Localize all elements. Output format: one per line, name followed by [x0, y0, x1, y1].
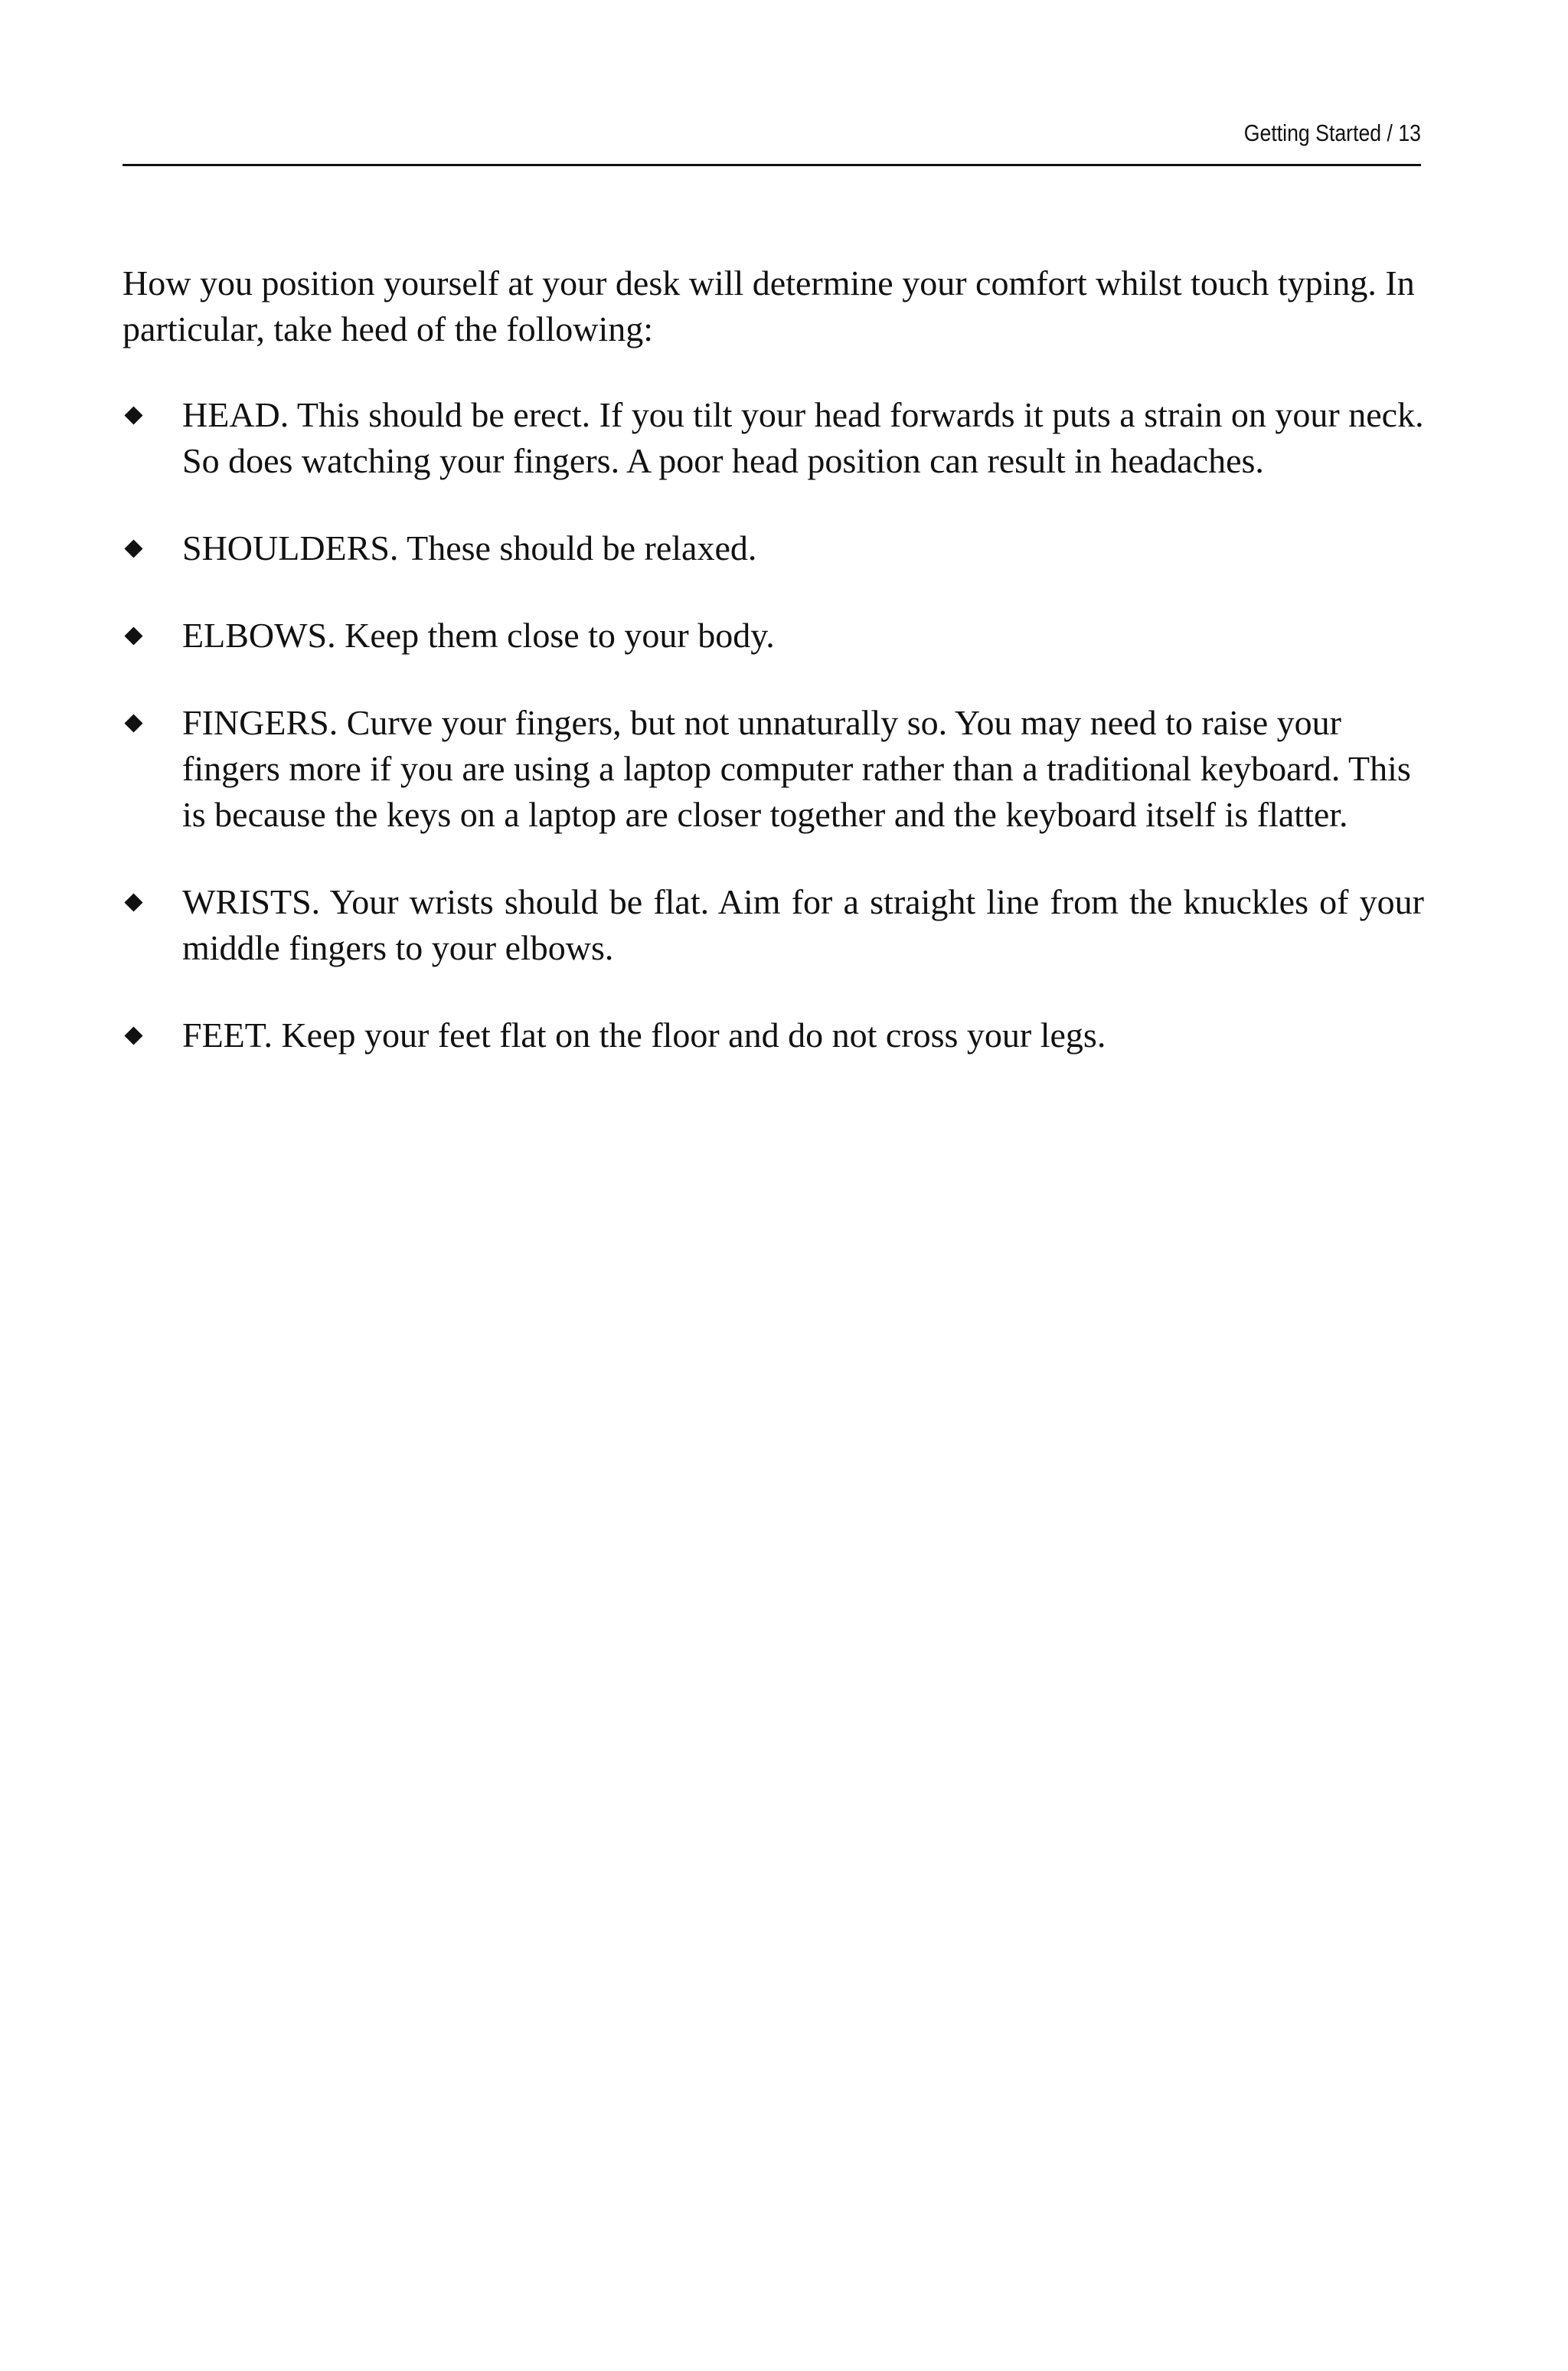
- diamond-bullet-icon: [124, 714, 142, 732]
- diamond-bullet-icon: [124, 1026, 142, 1045]
- list-item-head: [122, 392, 1424, 484]
- list-item-text: SHOULDERS. These should be relaxed.: [182, 528, 757, 567]
- list-item-text: FEET. Keep your feet flat on the floor and do not cross your legs.: [182, 1015, 1106, 1055]
- intro-paragraph: How you position yourself at your desk will determine your comfort whilst touch typing. In particular, take heed of the following:: [122, 263, 1415, 348]
- diamond-bullet-icon: [124, 406, 142, 424]
- posture-list: [122, 392, 1424, 1058]
- header-rule: [122, 164, 1421, 166]
- diamond-bullet-icon: [124, 539, 142, 558]
- list-item-fingers: [122, 700, 1424, 838]
- page-body: [122, 260, 1424, 1100]
- list-item-shoulders: [122, 525, 1424, 571]
- list-item-feet: [122, 1012, 1424, 1058]
- diamond-bullet-icon: [124, 893, 142, 911]
- diamond-bullet-icon: [124, 626, 142, 645]
- list-item-text: FINGERS. Curve your fingers, but not unnaturally so. You may need to raise your fingers more if you are using a laptop computer rather than a traditional keyboard. This is because the keys on a laptop are closer together and the keyboard itself is flatter.: [182, 703, 1411, 834]
- list-item-text: ELBOWS. Keep them close to your body.: [182, 616, 775, 655]
- list-item-elbows: [122, 613, 1424, 659]
- list-item-text: WRISTS. Your wrists should be flat. Aim for a straight line from the knuckles of your middle fingers to your elbows.: [182, 882, 1424, 967]
- list-item-wrists: [122, 879, 1424, 971]
- list-item-text: HEAD. This should be erect. If you tilt your head forwards it puts a strain on your neck. So does watching your fingers. A poor head position can result in headaches.: [182, 395, 1424, 480]
- running-head: Getting Started / 13: [1243, 119, 1421, 146]
